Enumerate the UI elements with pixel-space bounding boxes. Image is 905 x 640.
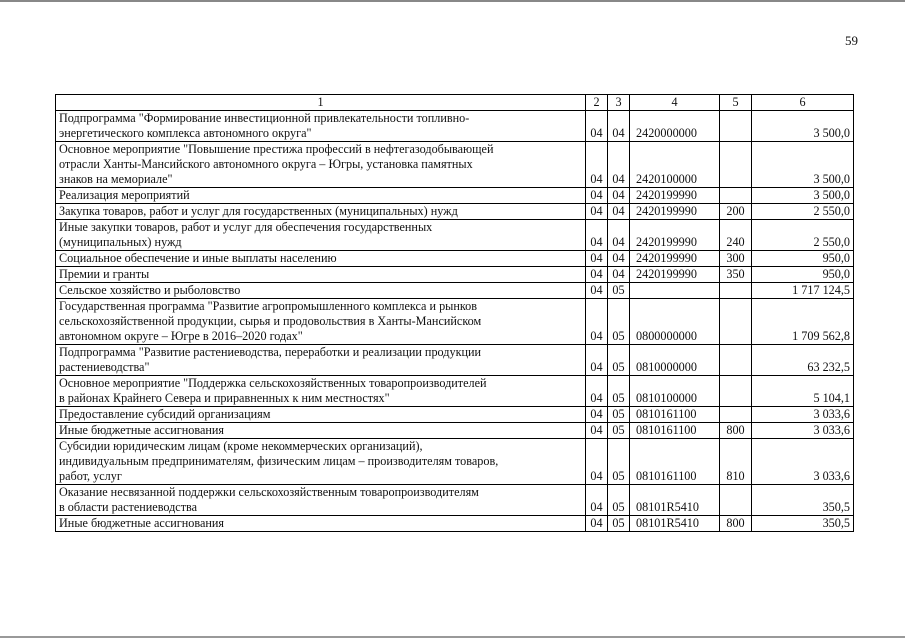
row-expense-type: 810 xyxy=(720,439,752,485)
row-name: Оказание несвязанной поддержки сельскохозяйственным товаропроизводителям в области растениеводства xyxy=(56,485,586,516)
row-target-code: 2420199990 xyxy=(630,251,720,267)
row-subsection: 05 xyxy=(608,439,630,485)
row-subsection: 04 xyxy=(608,142,630,188)
row-target-code: 08101R5410 xyxy=(630,485,720,516)
header-col-3: 3 xyxy=(608,95,630,111)
budget-table xyxy=(55,94,854,532)
row-amount: 3 500,0 xyxy=(752,188,854,204)
header-row xyxy=(56,95,854,111)
row-expense-type xyxy=(720,188,752,204)
row-amount: 5 104,1 xyxy=(752,376,854,407)
row-subsection: 05 xyxy=(608,283,630,299)
row-target-code: 08101R5410 xyxy=(630,516,720,532)
row-section: 04 xyxy=(586,267,608,283)
row-expense-type: 300 xyxy=(720,251,752,267)
row-section: 04 xyxy=(586,407,608,423)
row-amount: 3 500,0 xyxy=(752,142,854,188)
row-target-code xyxy=(630,283,720,299)
row-amount: 950,0 xyxy=(752,251,854,267)
row-section: 04 xyxy=(586,299,608,345)
bottom-scan-border xyxy=(0,636,905,638)
row-section: 04 xyxy=(586,251,608,267)
table-row xyxy=(56,485,854,516)
row-expense-type: 240 xyxy=(720,220,752,251)
row-section: 04 xyxy=(586,142,608,188)
row-target-code: 0810161100 xyxy=(630,407,720,423)
row-expense-type xyxy=(720,299,752,345)
row-section: 04 xyxy=(586,376,608,407)
row-name: Закупка товаров, работ и услуг для государственных (муниципальных) нужд xyxy=(56,204,586,220)
row-amount: 350,5 xyxy=(752,485,854,516)
table-row xyxy=(56,204,854,220)
header-col-6: 6 xyxy=(752,95,854,111)
row-section: 04 xyxy=(586,204,608,220)
row-expense-type xyxy=(720,283,752,299)
row-expense-type: 800 xyxy=(720,423,752,439)
table-row xyxy=(56,267,854,283)
table-row xyxy=(56,111,854,142)
row-amount: 3 033,6 xyxy=(752,439,854,485)
row-section: 04 xyxy=(586,439,608,485)
table-row xyxy=(56,423,854,439)
row-amount: 3 033,6 xyxy=(752,423,854,439)
row-subsection: 05 xyxy=(608,407,630,423)
table-row xyxy=(56,516,854,532)
table-row xyxy=(56,251,854,267)
row-subsection: 04 xyxy=(608,204,630,220)
row-target-code: 0800000000 xyxy=(630,299,720,345)
row-name: Иные закупки товаров, работ и услуг для обеспечения государственных (муниципальных) нужд xyxy=(56,220,586,251)
row-subsection: 04 xyxy=(608,111,630,142)
row-name: Иные бюджетные ассигнования xyxy=(56,516,586,532)
row-expense-type xyxy=(720,407,752,423)
table-row xyxy=(56,283,854,299)
row-name: Премии и гранты xyxy=(56,267,586,283)
row-amount: 1 709 562,8 xyxy=(752,299,854,345)
top-scan-border xyxy=(0,0,905,2)
table-body xyxy=(56,111,854,532)
header-col-1: 1 xyxy=(56,95,586,111)
row-target-code: 2420199990 xyxy=(630,267,720,283)
row-amount: 350,5 xyxy=(752,516,854,532)
row-amount: 3 033,6 xyxy=(752,407,854,423)
table-row xyxy=(56,439,854,485)
row-expense-type xyxy=(720,111,752,142)
row-expense-type: 800 xyxy=(720,516,752,532)
row-section: 04 xyxy=(586,188,608,204)
row-amount: 1 717 124,5 xyxy=(752,283,854,299)
row-target-code: 0810100000 xyxy=(630,376,720,407)
row-expense-type xyxy=(720,485,752,516)
row-name: Социальное обеспечение и иные выплаты населению xyxy=(56,251,586,267)
row-name: Иные бюджетные ассигнования xyxy=(56,423,586,439)
row-amount: 950,0 xyxy=(752,267,854,283)
row-target-code: 2420199990 xyxy=(630,220,720,251)
row-subsection: 04 xyxy=(608,267,630,283)
row-amount: 63 232,5 xyxy=(752,345,854,376)
table-row xyxy=(56,345,854,376)
row-subsection: 05 xyxy=(608,485,630,516)
row-section: 04 xyxy=(586,220,608,251)
row-section: 04 xyxy=(586,283,608,299)
row-subsection: 05 xyxy=(608,423,630,439)
table-row xyxy=(56,220,854,251)
row-name: Субсидии юридическим лицам (кроме некоммерческих организаций), индивидуальным предпринимателям, физическим лицам – производителям товаров, работ, услуг xyxy=(56,439,586,485)
table-row xyxy=(56,376,854,407)
row-expense-type xyxy=(720,142,752,188)
page-number: 59 xyxy=(845,33,858,48)
table-row xyxy=(56,188,854,204)
row-name: Государственная программа "Развитие агропромышленного комплекса и рынков сельскохозяйственной продукции, сырья и продовольствия в Ханты-Мансийском автономном округе – Югре в 2016–2020 годах" xyxy=(56,299,586,345)
row-amount: 2 550,0 xyxy=(752,204,854,220)
row-expense-type xyxy=(720,376,752,407)
header-col-5: 5 xyxy=(720,95,752,111)
row-name: Подпрограмма "Формирование инвестиционной привлекательности топливно- энергетического комплекса автономного округа" xyxy=(56,111,586,142)
row-target-code: 2420199990 xyxy=(630,188,720,204)
row-target-code: 0810161100 xyxy=(630,423,720,439)
row-name: Основное мероприятие "Поддержка сельскохозяйственных товаропроизводителей в районах Крайнего Севера и приравненных к ним местностях" xyxy=(56,376,586,407)
row-name: Основное мероприятие "Повышение престижа профессий в нефтегазодобывающей отрасли Ханты-Мансийского автономного округа – Югры, установка памятных знаков на мемориале" xyxy=(56,142,586,188)
row-expense-type xyxy=(720,345,752,376)
row-name: Подпрограмма "Развитие растениеводства, переработки и реализации продукции растениеводства" xyxy=(56,345,586,376)
row-amount: 2 550,0 xyxy=(752,220,854,251)
row-target-code: 2420100000 xyxy=(630,142,720,188)
row-section: 04 xyxy=(586,345,608,376)
row-subsection: 05 xyxy=(608,516,630,532)
row-target-code: 2420000000 xyxy=(630,111,720,142)
table-row xyxy=(56,142,854,188)
header-col-2: 2 xyxy=(586,95,608,111)
row-subsection: 04 xyxy=(608,220,630,251)
row-name: Предоставление субсидий организациям xyxy=(56,407,586,423)
table-row xyxy=(56,299,854,345)
row-name: Реализация мероприятий xyxy=(56,188,586,204)
row-section: 04 xyxy=(586,423,608,439)
row-target-code: 0810161100 xyxy=(630,439,720,485)
row-subsection: 04 xyxy=(608,251,630,267)
row-subsection: 05 xyxy=(608,345,630,376)
row-expense-type: 350 xyxy=(720,267,752,283)
row-target-code: 0810000000 xyxy=(630,345,720,376)
table-row xyxy=(56,407,854,423)
row-section: 04 xyxy=(586,485,608,516)
row-subsection: 05 xyxy=(608,299,630,345)
row-subsection: 04 xyxy=(608,188,630,204)
row-amount: 3 500,0 xyxy=(752,111,854,142)
row-name: Сельское хозяйство и рыболовство xyxy=(56,283,586,299)
row-expense-type: 200 xyxy=(720,204,752,220)
row-section: 04 xyxy=(586,111,608,142)
header-col-4: 4 xyxy=(630,95,720,111)
row-subsection: 05 xyxy=(608,376,630,407)
row-target-code: 2420199990 xyxy=(630,204,720,220)
row-section: 04 xyxy=(586,516,608,532)
